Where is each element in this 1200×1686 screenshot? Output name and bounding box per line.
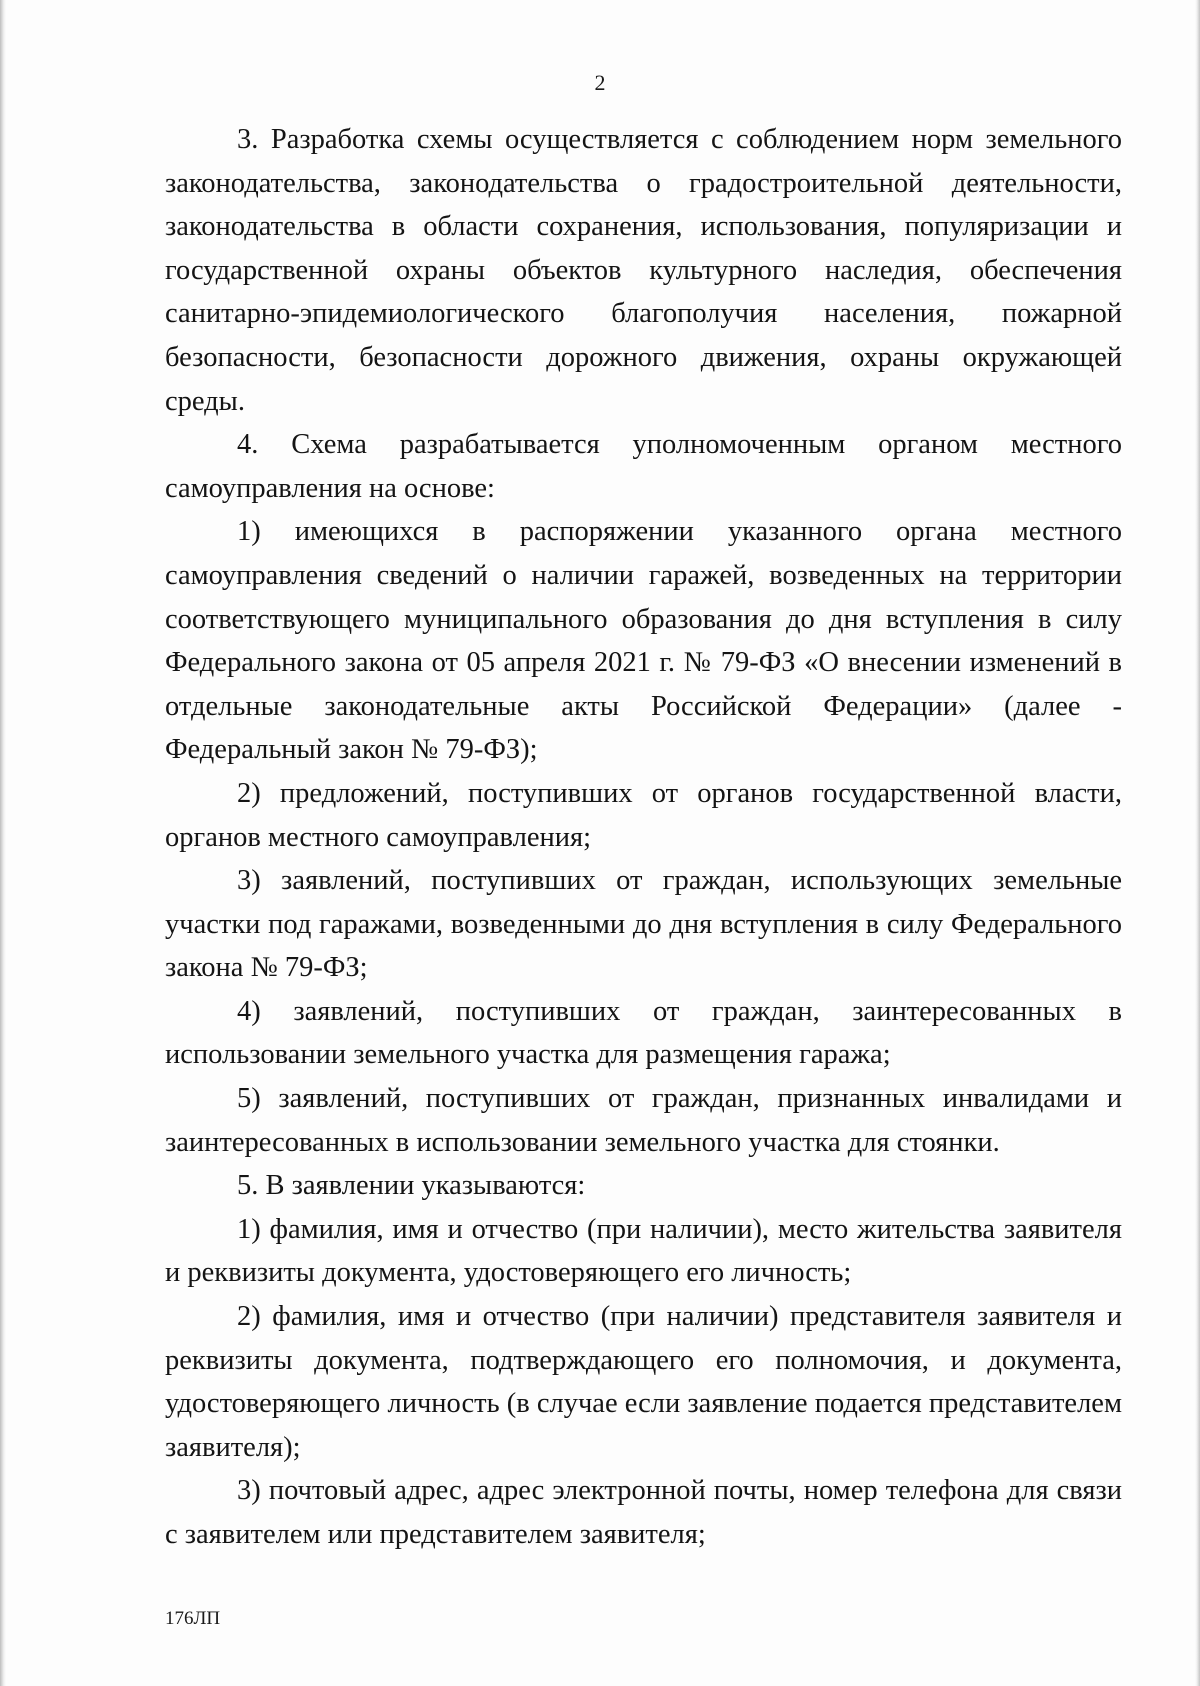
paragraph-clause-4-item-2: 2) предложений, поступивших от органов государственной власти, органов местного самоуправления; <box>165 777 1122 853</box>
paragraph-clause-5-item-3: 3) почтовый адрес, адрес электронной почты, номер телефона для связи с заявителем или представителем заявителя; <box>165 1475 1122 1550</box>
paragraph-clause-4-item-5: 5) заявлений, поступивших от граждан, признанных инвалидами и заинтересованных в использовании земельного участка для стоянки. <box>165 1083 1122 1158</box>
document-code: 176ЛП <box>165 1608 221 1629</box>
paragraph-clause-5-item-1: 1) фамилия, имя и отчество (при наличии), место жительства заявителя и реквизиты документа, удостоверяющего его личность; <box>165 1213 1122 1289</box>
paragraph-clause-3: 3. Разработка схемы осуществляется с соблюдением норм земельного законодательства, законодательства о градостроительной деятельности, законодательства в области сохранения, использования, популяризации и государственной охраны объектов культурного наследия, обеспечения санитарно-эпидемиологического благополучия населения, пожарной безопасности, безопасности дорожного движения, охраны окружающей среды. <box>165 124 1122 417</box>
page-number: 2 <box>594 70 606 95</box>
paragraph-clause-4: 4. Схема разрабатывается уполномоченным органом местного самоуправления на основе: <box>165 429 1122 504</box>
document-body <box>165 118 1122 1557</box>
paragraph-clause-4-item-1: 1) имеющихся в распоряжении указанного органа местного самоуправления сведений о наличии гаражей, возведенных на территории соответствующего муниципального образования до дня вступления в силу Федерального закона от 05 апреля 2021 г. № 79-ФЗ «О внесении изменений в отдельные законодательные акты Российской Федерации» (далее - Федеральный закон № 79-ФЗ); <box>165 516 1122 766</box>
scan-edge-right <box>1195 0 1200 1686</box>
paragraph-clause-4-item-3: 3) заявлений, поступивших от граждан, использующих земельные участки под гаражами, возведенными до дня вступления в силу Федерального закона № 79-ФЗ; <box>165 865 1122 984</box>
paragraph-clause-5: 5. В заявлении указываются: <box>237 1170 586 1202</box>
scan-edge-left <box>0 0 6 1686</box>
paragraph-clause-4-item-4: 4) заявлений, поступивших от граждан, заинтересованных в использовании земельного участка для размещения гаража; <box>165 995 1122 1071</box>
paragraph-clause-5-item-2: 2) фамилия, имя и отчество (при наличии) представителя заявителя и реквизиты документа, подтверждающего его полномочия, и документа, удостоверяющего личность (в случае если заявление подается представителем заявителя); <box>165 1301 1122 1463</box>
